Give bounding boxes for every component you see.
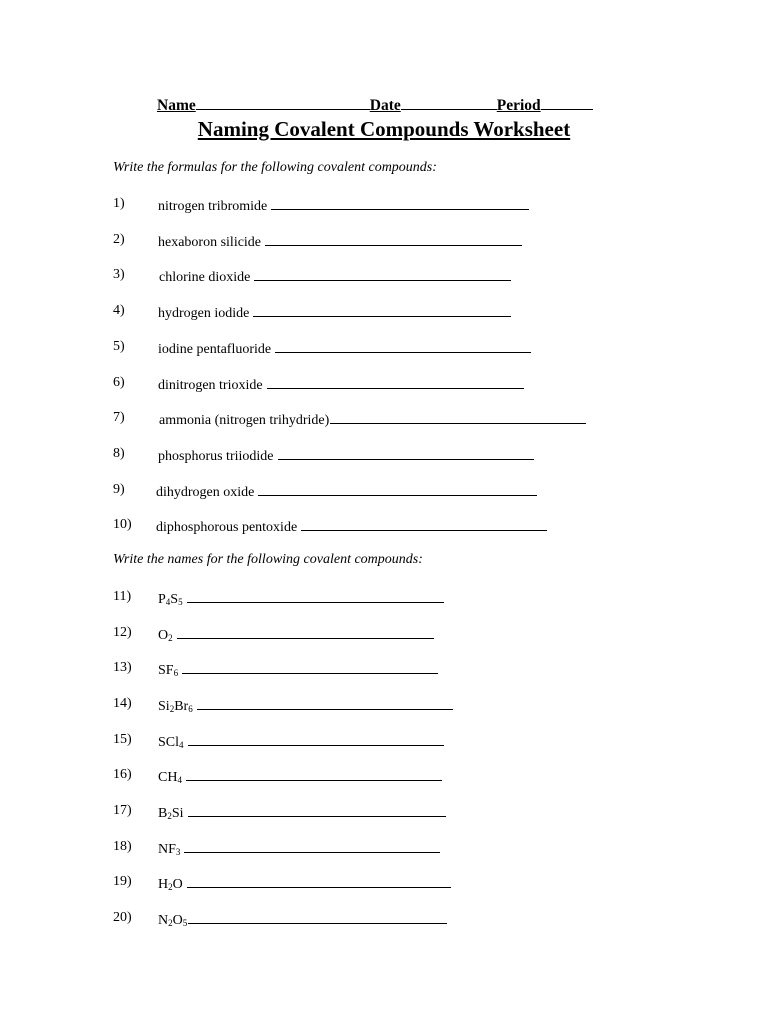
period-blank[interactable]: [541, 95, 593, 110]
formulas-instruction: Write the formulas for the following covalent compounds:: [113, 160, 437, 175]
answer-blank[interactable]: [184, 838, 440, 853]
formula-symbol: B: [158, 806, 168, 821]
answer-blank[interactable]: [330, 409, 586, 424]
worksheet-title: Naming Covalent Compounds Worksheet: [197, 117, 571, 141]
question-text: iodine pentafluoride: [158, 342, 272, 357]
question-body: [158, 302, 511, 323]
question-text: [158, 698, 193, 716]
date-label: Date: [369, 97, 401, 114]
formula-symbol: H: [158, 877, 169, 892]
formula-symbol: O: [158, 628, 169, 643]
question-text: chlorine dioxide: [159, 270, 251, 285]
question-body: [158, 731, 444, 752]
question-body: [158, 338, 531, 359]
question-text: [158, 734, 184, 752]
name-blank[interactable]: [196, 95, 370, 110]
formula-symbol: N: [158, 913, 169, 928]
question-text: hydrogen iodide: [158, 306, 250, 321]
formula-symbol: O: [172, 877, 183, 892]
formula-subscript: 2: [168, 633, 173, 643]
question-body: [158, 588, 444, 609]
question-number: 11): [113, 589, 132, 604]
answer-blank[interactable]: [253, 302, 511, 317]
question-number: 20): [113, 910, 132, 925]
formula-subscript: 6: [188, 704, 193, 714]
question-number: 13): [113, 660, 132, 675]
formula-subscript: 4: [165, 597, 171, 607]
period-label: Period: [496, 97, 541, 114]
question-body: [156, 481, 537, 502]
question-body: [158, 659, 438, 680]
formula-symbol: SF: [158, 663, 174, 678]
question-body: [156, 516, 547, 537]
answer-blank[interactable]: [177, 624, 434, 639]
answer-blank[interactable]: [301, 516, 547, 531]
question-body: [158, 873, 451, 894]
question-text: ammonia (nitrogen trihydride): [159, 413, 330, 428]
formula-subscript: 6: [173, 668, 179, 678]
formula-subscript: 5: [178, 597, 183, 607]
formula-symbol: Si: [171, 806, 184, 821]
question-number: 19): [113, 874, 132, 889]
question-number: 15): [113, 732, 132, 747]
answer-blank[interactable]: [275, 338, 531, 353]
question-text: [158, 876, 183, 894]
formula-subscript: 2: [168, 918, 173, 928]
answer-blank[interactable]: [188, 731, 444, 746]
question-number: 14): [113, 696, 132, 711]
question-number: 8): [113, 446, 125, 461]
question-number: 1): [113, 196, 125, 211]
question-text: [158, 591, 183, 609]
question-number: 6): [113, 375, 125, 390]
question-text: dihydrogen oxide: [156, 485, 255, 500]
question-body: [158, 766, 442, 787]
name-label: Name: [157, 97, 196, 114]
question-body: [159, 266, 511, 287]
question-body: [158, 802, 446, 823]
question-number: 3): [113, 267, 125, 282]
question-number: 5): [113, 339, 125, 354]
answer-blank[interactable]: [188, 909, 447, 924]
formula-subscript: 4: [177, 775, 182, 785]
answer-blank[interactable]: [278, 445, 534, 460]
formula-subscript: 2: [169, 704, 175, 714]
answer-blank[interactable]: [187, 873, 451, 888]
question-text: [158, 627, 173, 645]
question-body: [158, 909, 447, 930]
question-body: [158, 195, 529, 216]
formula-symbol: CH: [158, 770, 178, 785]
question-number: 16): [113, 767, 132, 782]
formula-subscript: 2: [168, 882, 173, 892]
answer-blank[interactable]: [187, 588, 444, 603]
formula-subscript: 2: [167, 811, 172, 821]
date-blank[interactable]: [401, 95, 497, 110]
question-text: [158, 662, 178, 680]
question-number: 18): [113, 839, 132, 854]
question-body: [158, 231, 522, 252]
question-body: [158, 445, 534, 466]
question-number: 12): [113, 625, 132, 640]
answer-blank[interactable]: [197, 695, 453, 710]
names-instruction: Write the names for the following covalent compounds:: [113, 552, 423, 567]
question-text: phosphorus triiodide: [158, 449, 274, 464]
answer-blank[interactable]: [186, 766, 442, 781]
formula-symbol: Br: [174, 699, 189, 714]
question-text: [158, 805, 184, 823]
question-text: [158, 769, 182, 787]
question-body: [158, 695, 453, 716]
answer-blank[interactable]: [267, 374, 524, 389]
answer-blank[interactable]: [182, 659, 438, 674]
formula-subscript: 3: [175, 847, 181, 857]
question-body: [158, 374, 524, 395]
formula-symbol: S: [170, 592, 179, 607]
question-text: [158, 841, 180, 859]
formula-symbol: Si: [158, 699, 170, 714]
answer-blank[interactable]: [265, 231, 522, 246]
question-text: [158, 912, 187, 930]
question-text: hexaboron silicide: [158, 235, 262, 250]
question-body: [158, 624, 434, 645]
formula-subscript: 4: [179, 740, 184, 750]
question-number: 9): [113, 482, 125, 497]
formula-symbol: SCl: [158, 735, 180, 750]
answer-blank[interactable]: [258, 481, 537, 496]
question-text: dinitrogen trioxide: [158, 378, 263, 393]
question-number: 2): [113, 232, 125, 247]
question-number: 10): [113, 517, 132, 532]
formula-symbol: P: [158, 592, 166, 607]
question-body: [159, 409, 586, 430]
question-text: nitrogen tribromide: [158, 199, 268, 214]
answer-blank[interactable]: [271, 195, 529, 210]
header-fields: [157, 95, 593, 115]
question-text: diphosphorous pentoxide: [156, 520, 298, 535]
question-number: 17): [113, 803, 132, 818]
question-number: 7): [113, 410, 125, 425]
formula-symbol: NF: [158, 842, 176, 857]
question-number: 4): [113, 303, 125, 318]
formula-subscript: 5: [182, 918, 188, 928]
formula-symbol: O: [172, 913, 183, 928]
question-body: [158, 838, 440, 859]
answer-blank[interactable]: [188, 802, 446, 817]
answer-blank[interactable]: [254, 266, 511, 281]
